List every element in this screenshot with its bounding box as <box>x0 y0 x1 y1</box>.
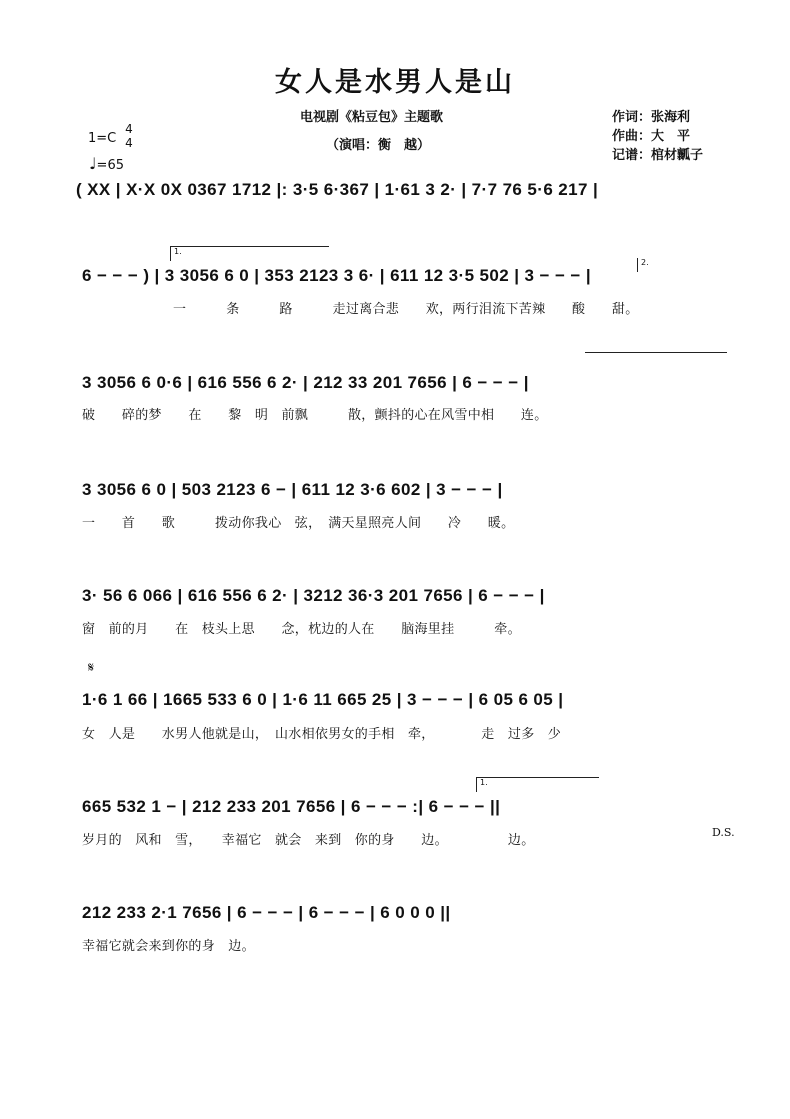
ds-marking: D.S. <box>712 826 735 839</box>
score-line-6-lyrics: 女 人是 水男人他就是山， 山水相依男女的手相 牵， 走 过多 少 <box>82 727 562 742</box>
score-line-6-notes: 1·6 1 66 | 1665 533 6 0 | 1·6 11 665 25 | 3 − − − | 6 05 6 05 | <box>82 690 564 709</box>
score-line-1-notes: ( XX | X·X 0X 0367 1712 |: 3·5 6·367 | 1·61 3 2· | 7·7 76 5·6 217 | <box>76 180 599 199</box>
score-line-8-lyrics: 幸福它就会来到你的身 边。 <box>82 939 255 954</box>
key-signature: 1=C <box>88 131 117 146</box>
time-signature: 4 4 <box>125 122 133 150</box>
song-title: 女人是水男人是山 <box>275 67 515 98</box>
score-line-4-lyrics: 一 首 歌 拨动你我心 弦， 满天星照亮人间 冷 暖。 <box>82 516 515 531</box>
quarter-note-icon: ♩ <box>89 154 97 173</box>
singer: （演唱：衡 越） <box>326 138 431 153</box>
score-line-2-notes: 6 − − − ) | 3 3056 6 0 | 353 2123 3 6· | 611 12 3·5 502 | 3 − − − | <box>82 266 592 285</box>
segno-icon: 𝄋 <box>88 660 95 676</box>
volta-bracket-1: 1. <box>170 246 329 261</box>
score-line-3-notes: 3 3056 6 0·6 | 616 556 6 2· | 212 33 201 7656 | 6 − − − | <box>82 373 529 392</box>
transcriber: 记谱：棺材瓤子 <box>612 148 704 163</box>
lyricist: 作词：张海利 <box>612 110 691 125</box>
score-line-5-notes: 3· 56 6 066 | 616 556 6 2· | 3212 36·3 201 7656 | 6 − − − | <box>82 586 545 605</box>
subtitle: 电视剧《粘豆包》主题歌 <box>300 110 444 125</box>
phrase-line <box>585 352 727 353</box>
score-line-2-lyrics: 一 条 路 走过离合悲 欢，两行泪流下苦辣 酸 甜。 <box>173 302 639 317</box>
composer: 作曲：大 平 <box>612 129 691 144</box>
score-line-5-lyrics: 窗 前的月 在 枝头上思 念，枕边的人在 脑海里挂 牵。 <box>82 622 521 637</box>
score-line-4-notes: 3 3056 6 0 | 503 2123 6 − | 611 12 3·6 602 | 3 − − − | <box>82 480 503 499</box>
tempo: ♩=65 <box>89 154 124 173</box>
volta-bracket-ending: 1. <box>476 777 599 792</box>
score-line-7-lyrics: 岁月的 风和 雪， 幸福它 就会 来到 你的身 边。 边。 <box>82 833 535 848</box>
score-line-8-notes: 212 233 2·1 7656 | 6 − − − | 6 − − − | 6 0 0 0 || <box>82 903 451 922</box>
score-line-7-notes: 665 532 1 − | 212 233 201 7656 | 6 − − − :| 6 − − − || <box>82 797 501 816</box>
score-line-3-lyrics: 破 碎的梦 在 黎 明 前飘 散，颤抖的心在风雪中相 连。 <box>82 408 548 423</box>
volta-bracket-2: 2. <box>637 258 638 272</box>
